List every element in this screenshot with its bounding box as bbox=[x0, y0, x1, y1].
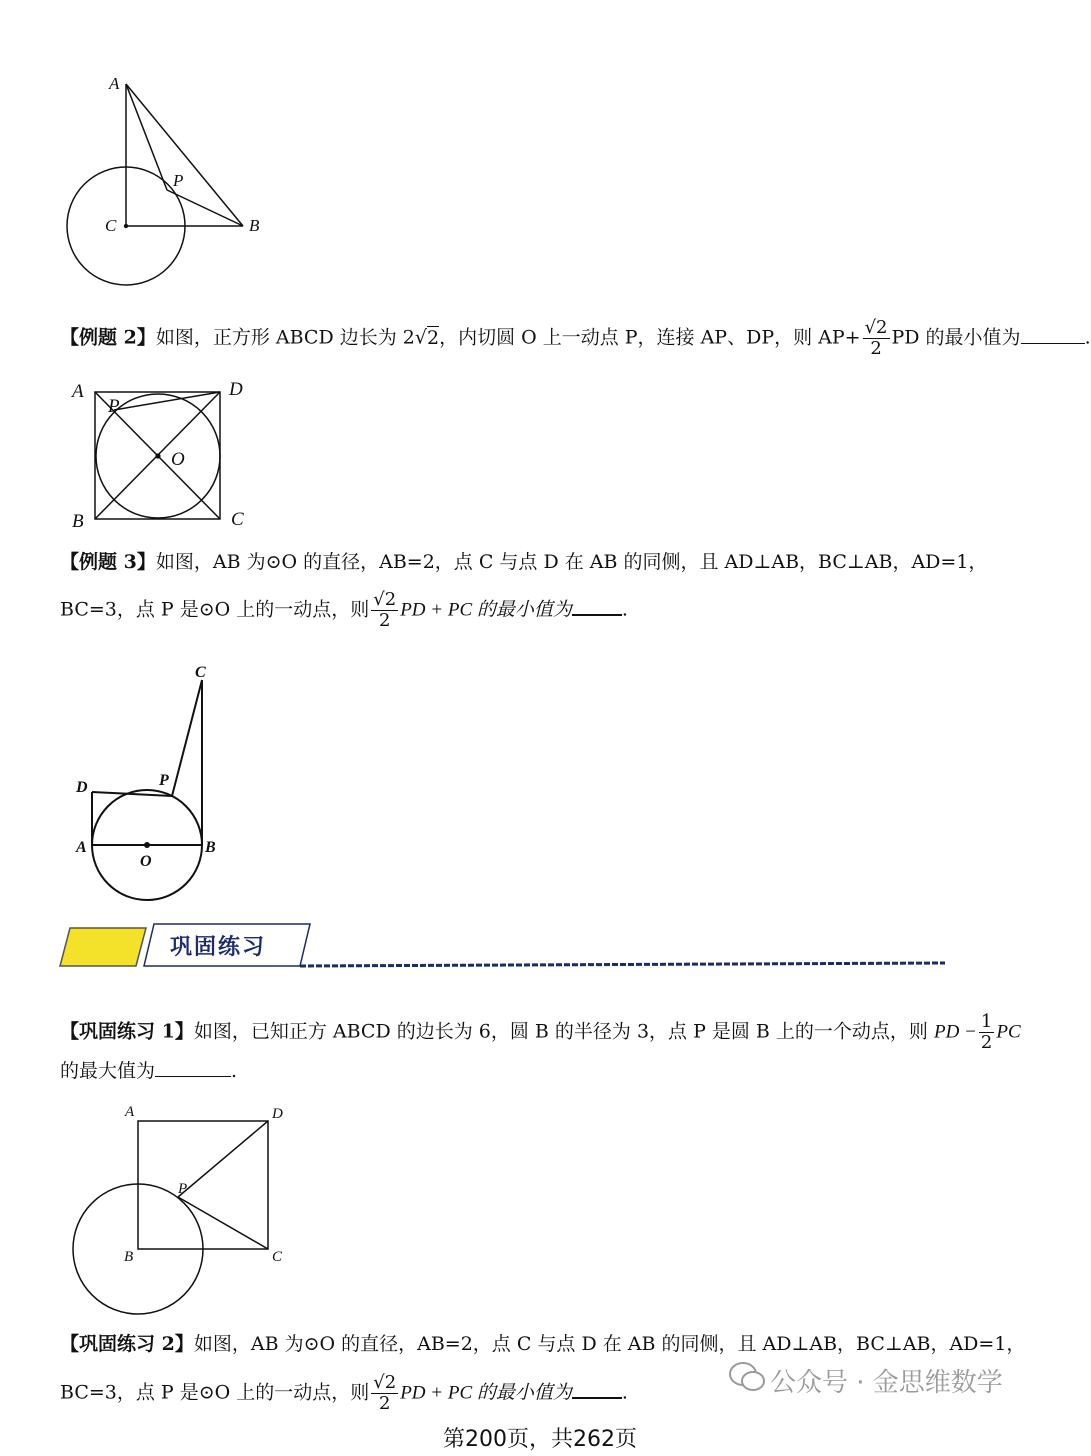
period: . bbox=[621, 598, 628, 621]
fraction-denominator: 2 bbox=[870, 338, 882, 359]
fraction-numerator: 1 bbox=[980, 1011, 993, 1032]
label-o: O bbox=[140, 853, 152, 870]
example-2-text-1: 如图，正方形 ABCD 边长为 2 bbox=[155, 326, 415, 349]
example-3-text-1: 如图，AB 为⊙O 的直径，AB=2，点 C 与点 D 在 AB 的同侧，且 AD⊥AB，BC⊥AB，AD=1， bbox=[155, 551, 988, 573]
practice-1-tag: 【巩固练习 1】 bbox=[60, 1020, 194, 1043]
sqrt-sign: √ bbox=[414, 326, 427, 349]
label-b: B bbox=[205, 839, 216, 856]
label-c: C bbox=[272, 1249, 283, 1265]
example-2-text-3: PD 的最小值为 bbox=[891, 326, 1021, 349]
section-title: 巩固练习 bbox=[170, 935, 267, 960]
label-p: P bbox=[108, 396, 120, 417]
label-c: C bbox=[231, 509, 244, 530]
figure-3 bbox=[62, 655, 242, 905]
segment-ab bbox=[126, 84, 243, 226]
example-2 bbox=[60, 318, 1091, 359]
label-o: O bbox=[171, 449, 185, 470]
label-d: D bbox=[272, 1106, 283, 1122]
example-3-text-2: BC=3，点 P 是⊙O 上的一动点，则 bbox=[60, 598, 370, 621]
example-3-fraction bbox=[371, 590, 398, 631]
example-2-fraction bbox=[863, 318, 890, 359]
practice-2-fraction bbox=[371, 1373, 398, 1414]
segment-pc bbox=[178, 1197, 268, 1249]
segment-pb bbox=[167, 190, 243, 226]
practice-2-line-2 bbox=[60, 1373, 628, 1414]
practice-1-fraction bbox=[979, 1012, 994, 1053]
watermark: 公众号 · 金思维数学 bbox=[770, 1368, 1003, 1398]
period: . bbox=[1084, 326, 1091, 349]
label-b: B bbox=[124, 1249, 134, 1265]
practice-2-text-1: 如图，AB 为⊙O 的直径，AB=2，点 C 与点 D 在 AB 的同侧，且 AD⊥AB，BC⊥AB，AD=1， bbox=[193, 1333, 1026, 1355]
fraction-numerator: √2 bbox=[864, 317, 888, 338]
example-2-sqrt-value: 2 bbox=[426, 326, 440, 349]
label-a: A bbox=[109, 74, 120, 93]
fraction-numerator: √2 bbox=[373, 589, 397, 610]
example-3-expression: PD + PC 的最小值为 bbox=[400, 599, 572, 621]
label-p: P bbox=[178, 1181, 188, 1197]
label-c: C bbox=[105, 216, 117, 235]
answer-blank bbox=[1021, 325, 1085, 344]
label-p: P bbox=[159, 772, 169, 789]
example-3-tag: 【例题 3】 bbox=[60, 551, 156, 573]
label-b: B bbox=[249, 216, 260, 235]
label-c: C bbox=[195, 664, 206, 681]
practice-1-text: 如图，已知正方 ABCD 的边长为 6，圆 B 的半径为 3，点 P 是圆 B 上的一个动点，则 bbox=[193, 1020, 928, 1043]
answer-blank bbox=[572, 1379, 622, 1399]
fraction-denominator: 2 bbox=[379, 1393, 391, 1414]
point-c bbox=[124, 224, 128, 228]
example-2-text-2: ，内切圆 O 上一动点 P，连接 AP、DP，则 AP+ bbox=[439, 326, 861, 349]
practice-2-line-1 bbox=[60, 1332, 1025, 1356]
fraction-numerator: √2 bbox=[373, 1372, 397, 1393]
label-a: A bbox=[72, 381, 84, 402]
example-2-tag: 【例题 2】 bbox=[60, 326, 156, 349]
square-abcd bbox=[138, 1121, 268, 1249]
figure-4 bbox=[60, 1100, 310, 1320]
practice-2-text-2: BC=3，点 P 是⊙O 上的一动点，则 bbox=[60, 1381, 370, 1404]
practice-1-line-1 bbox=[60, 1012, 1021, 1053]
period: . bbox=[231, 1060, 238, 1082]
wechat-icon bbox=[728, 1360, 766, 1394]
answer-blank bbox=[572, 596, 622, 616]
practice-1-expr-a: PD − bbox=[933, 1021, 977, 1043]
label-p: P bbox=[173, 171, 184, 190]
practice-1-text-2: 的最大值为 bbox=[60, 1060, 156, 1082]
point-o bbox=[155, 453, 160, 458]
label-d: D bbox=[229, 379, 243, 400]
label-b: B bbox=[72, 511, 84, 532]
segment-pc bbox=[172, 680, 202, 796]
fraction-denominator: 2 bbox=[980, 1032, 993, 1053]
banner-dashed-rule bbox=[300, 963, 945, 966]
practice-2-tag: 【巩固练习 2】 bbox=[60, 1333, 194, 1355]
label-a: A bbox=[125, 1104, 135, 1120]
practice-1-line-2 bbox=[60, 1058, 237, 1083]
answer-blank bbox=[155, 1058, 231, 1077]
segment-pd bbox=[178, 1121, 268, 1197]
segment-ap bbox=[126, 84, 167, 190]
label-d: D bbox=[76, 779, 88, 796]
banner-yellow-block bbox=[60, 928, 146, 966]
practice-2-expression: PD + PC 的最小值为 bbox=[400, 1382, 572, 1404]
page-footer: 第200页，共262页 bbox=[443, 1427, 637, 1452]
label-a: A bbox=[76, 839, 87, 856]
fraction-denominator: 2 bbox=[379, 610, 391, 631]
period: . bbox=[621, 1381, 628, 1404]
example-3-line-1 bbox=[60, 550, 987, 574]
figure-1 bbox=[55, 70, 285, 290]
example-3-line-2 bbox=[60, 590, 628, 631]
point-o bbox=[144, 842, 150, 848]
figure-2 bbox=[62, 375, 262, 535]
practice-1-expr-b: PC bbox=[996, 1021, 1021, 1043]
